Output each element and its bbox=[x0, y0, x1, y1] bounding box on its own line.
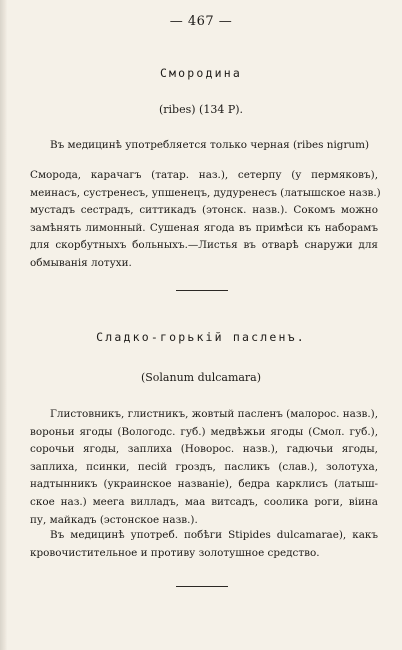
text-line: мустадъ сестрадъ, ситтикадъ (этонск. назв.). Сокомъ можно bbox=[30, 204, 378, 217]
section-divider bbox=[176, 586, 228, 587]
text-line: пу, майкадъ (эстонское назв.). bbox=[30, 513, 198, 526]
text-line: сорочьи ягоды, заплиха (Новорос. назв.), гадючьи ягоды, bbox=[30, 443, 378, 456]
text-line: Глистовникъ, глистникъ, жовтый пасленъ (малорос. назв.), bbox=[50, 408, 378, 420]
text-line: обмыванія лотухи. bbox=[30, 256, 132, 269]
text-line: для скорбутныхъ больныхъ.—Листья въ отварѣ снаружи для bbox=[30, 239, 378, 252]
text-line: меинасъ, сустренесъ, упшенецъ, дудуренесъ (латышское назв.) bbox=[30, 186, 381, 199]
usage-intro-currant bbox=[30, 137, 378, 155]
text-line: Въ медицинѣ употреб. побѣги Stipides dulcamarae), какъ bbox=[50, 529, 378, 541]
section-divider bbox=[176, 290, 228, 291]
section-latin-currant: (ribes) (134 P). bbox=[158, 103, 244, 116]
text-line: замѣнять лимонный. Сушеная ягода въ примѣси къ наборамъ bbox=[30, 221, 378, 234]
section-title-bittersweet: Сладко-горькій пасленъ. bbox=[96, 330, 306, 344]
text-line: вороньи ягоды (Вологодс. губ.) медвѣжьи ягоды (Смол. губ.), bbox=[30, 425, 378, 438]
section-title-currant: Смородина bbox=[159, 66, 243, 80]
text-line: ское наз.) меега вилладъ, маа витсадъ, соолика роги, віина bbox=[30, 495, 378, 508]
text-line: кровочистительное и противу золотушное средство. bbox=[30, 546, 320, 559]
names-paragraph-bittersweet bbox=[30, 406, 378, 529]
text-line: надтынникъ (украинское названіе), бедра карклисъ (латыш- bbox=[30, 478, 378, 491]
page-number: — 467 — bbox=[169, 14, 233, 29]
text-line: Въ медицинѣ употребляется только черная (ribes nigrum) bbox=[50, 139, 370, 151]
text-line: заплиха, псинки, песій гроздъ, пасликъ (слав.), золотуха, bbox=[30, 460, 378, 473]
names-paragraph-currant bbox=[30, 167, 381, 273]
page-edge-shadow bbox=[0, 0, 7, 650]
usage-paragraph-bittersweet bbox=[30, 527, 378, 562]
section-latin-bittersweet: (Solanum dulcamara) bbox=[140, 371, 262, 384]
text-line: Смородa, карачагъ (татар. наз.), сетерпу (у пермяковъ), bbox=[30, 169, 378, 181]
